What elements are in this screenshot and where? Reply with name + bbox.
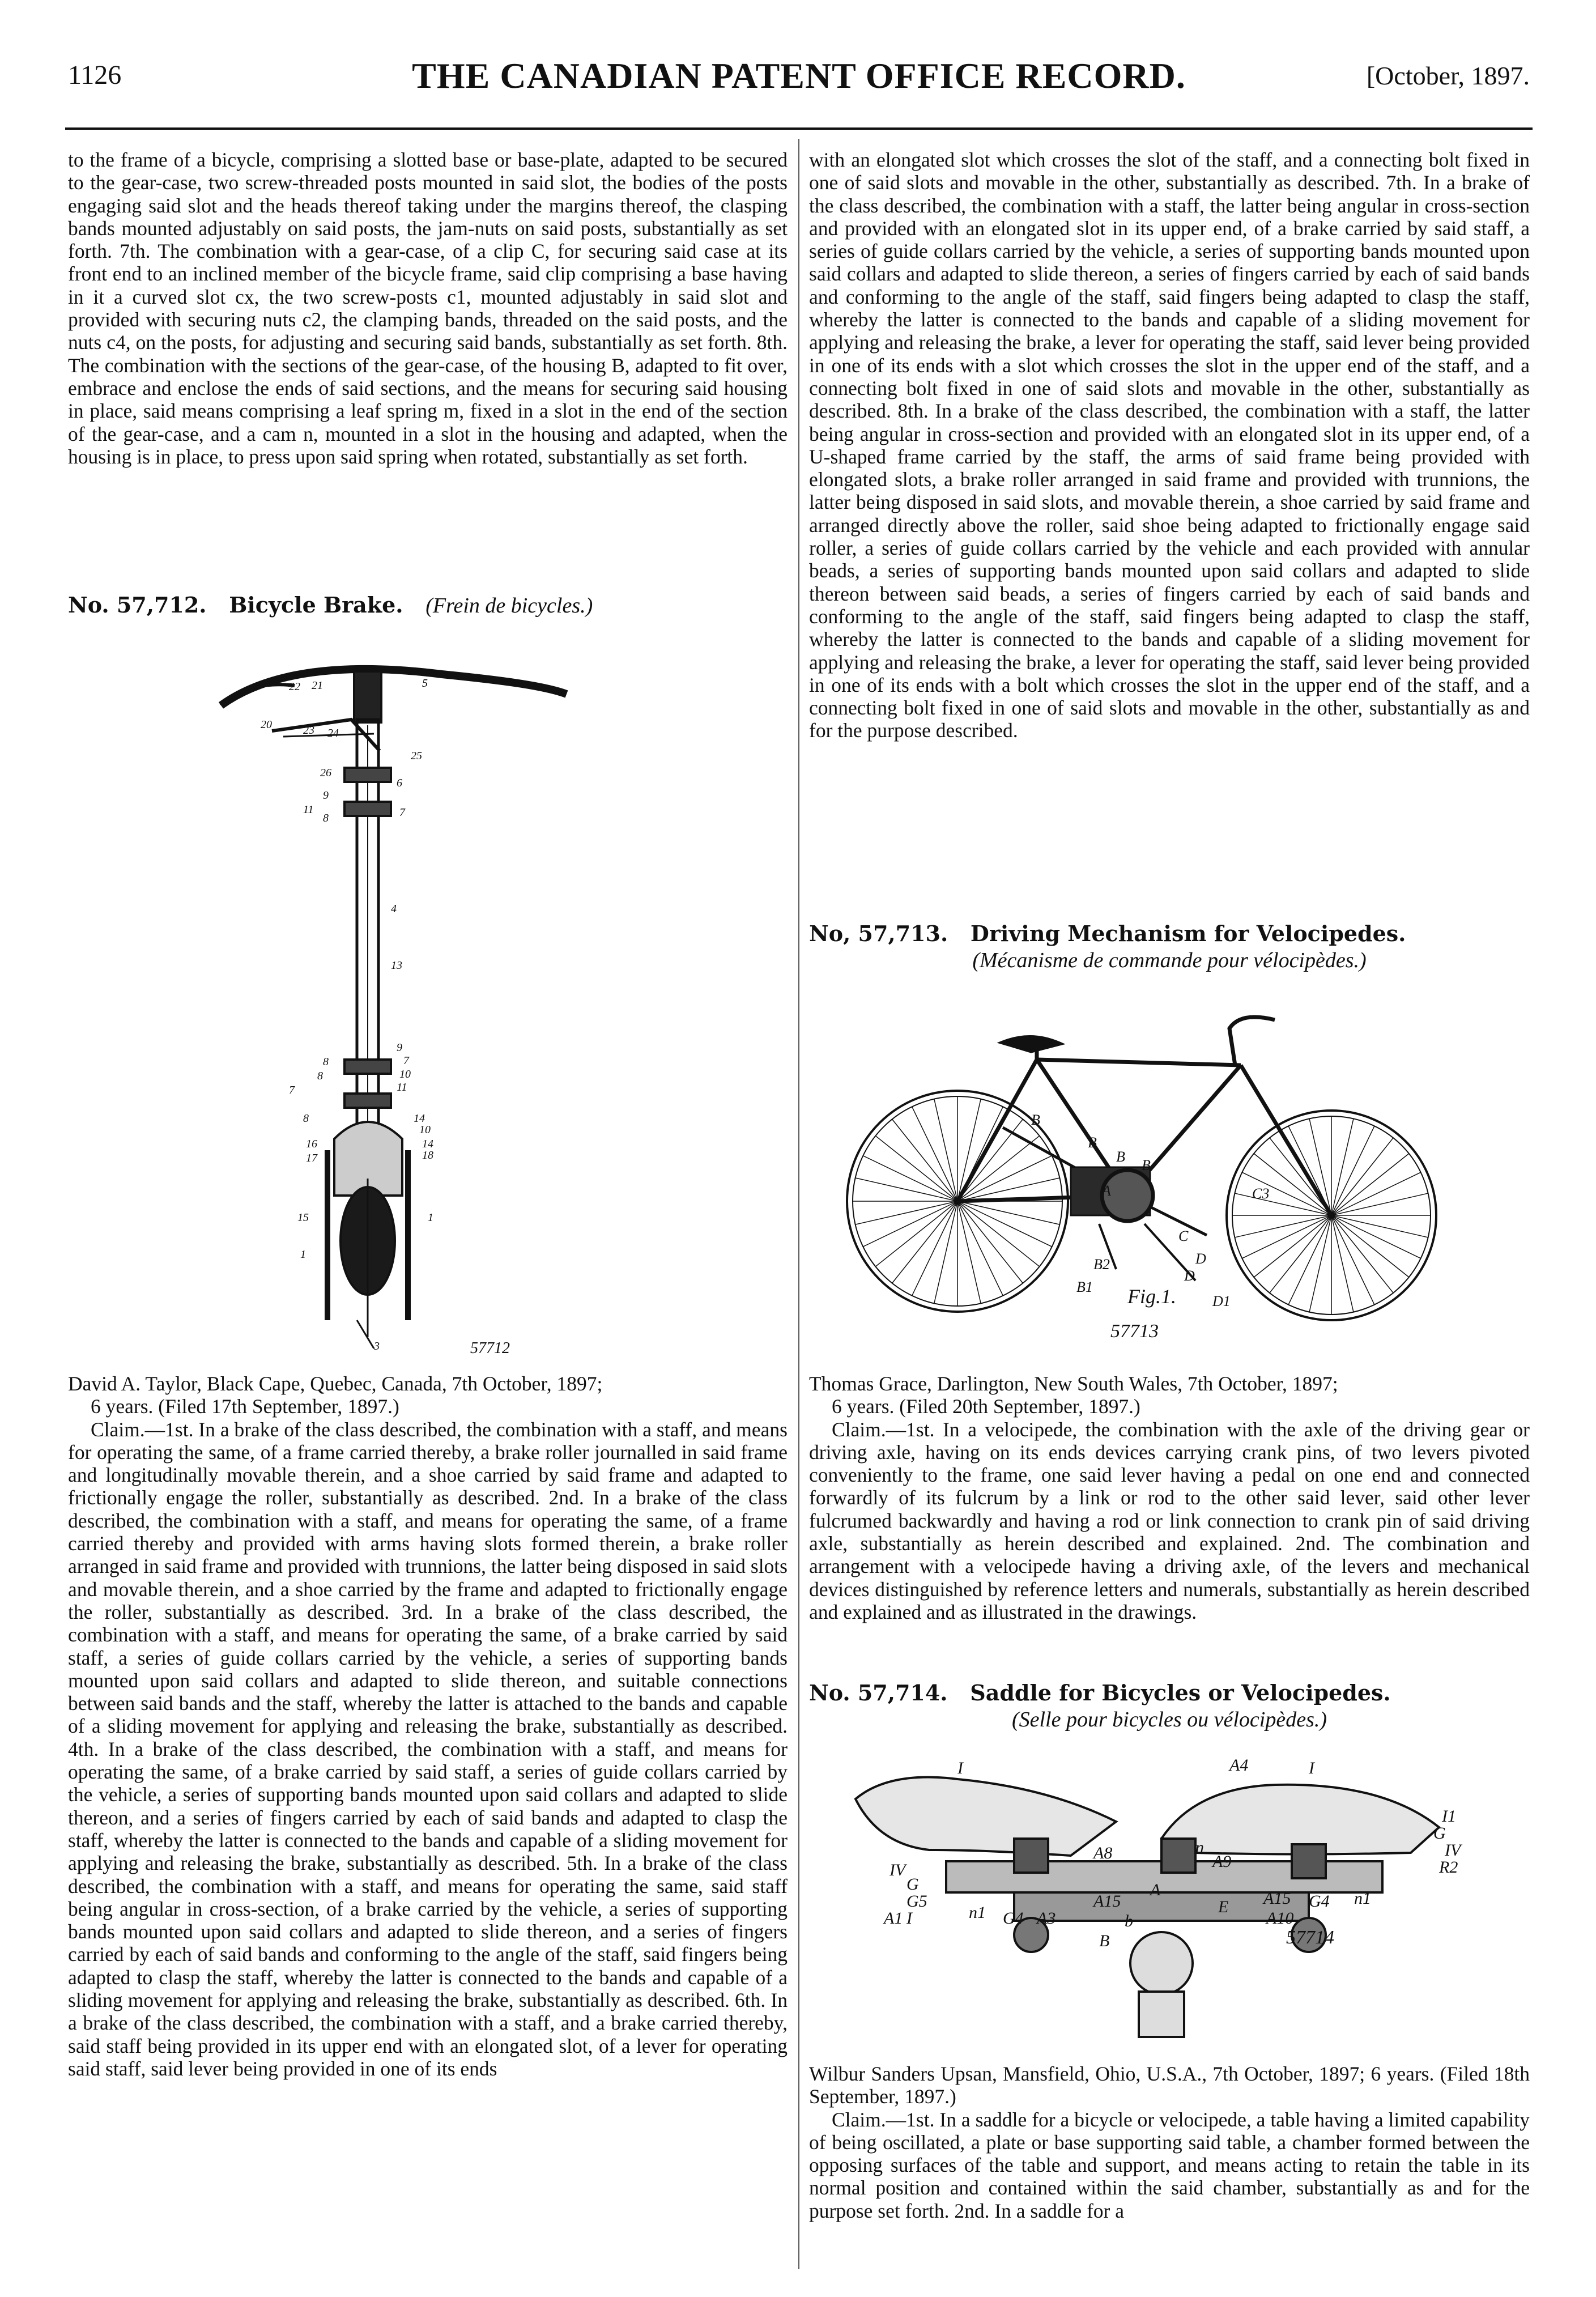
fig-label: 22 — [289, 680, 300, 693]
patent-number: No, 57,713. — [809, 921, 948, 946]
wheel-spoke — [863, 1201, 957, 1247]
fig-label: 17 — [306, 1152, 317, 1164]
figure-number: 57713 — [1110, 1321, 1159, 1342]
fig-label: 14 — [422, 1138, 433, 1150]
fig-label: 15 — [297, 1211, 309, 1224]
fig-label: 7 — [403, 1054, 409, 1067]
header-rule — [65, 127, 1533, 130]
fig-label: R2 — [1439, 1858, 1458, 1877]
fig-label: 16 — [306, 1138, 317, 1150]
fig-label: B — [1031, 1112, 1040, 1128]
fig-label: 11 — [397, 1081, 407, 1094]
fig-label: A — [1150, 1881, 1161, 1899]
fig-label: IV — [1445, 1841, 1461, 1860]
patent-french-title: (Mécanisme de commande pour vélocipèdes.) — [972, 948, 1367, 972]
page-header — [68, 56, 1530, 105]
issue-date: [October, 1897. — [1366, 61, 1530, 90]
publication-title: THE CANADIAN PATENT OFFICE RECORD. — [412, 56, 1186, 96]
right-continued-text — [809, 148, 1530, 742]
fig-label: I1 — [1442, 1807, 1456, 1826]
patent-french-title: (Frein de bicycles.) — [425, 594, 593, 618]
inventor-line: David A. Taylor, Black Cape, Quebec, Canada, 7th October, 1897; — [68, 1372, 603, 1395]
fig-label: 9 — [323, 789, 329, 802]
wheel-spoke — [957, 1201, 1003, 1296]
saddle-figure — [844, 1754, 1496, 2051]
fig-label: A10 — [1266, 1909, 1294, 1928]
fig-label: 8 — [323, 812, 329, 824]
patent-57714-heading — [809, 1680, 1530, 1733]
wheel-spoke — [1331, 1215, 1421, 1258]
fig-label: 8 — [317, 1070, 323, 1082]
left-continued-text — [68, 148, 788, 468]
fig-label: I — [1309, 1759, 1314, 1777]
fig-label: 10 — [419, 1124, 431, 1136]
fig-label: B — [1116, 1148, 1125, 1165]
wheel-spoke — [1331, 1215, 1374, 1305]
figure-number: 57714 — [1286, 1927, 1334, 1948]
fig-label: 26 — [320, 767, 331, 779]
fig-label: 18 — [422, 1149, 433, 1162]
fig-label: 20 — [261, 718, 272, 731]
fig-label: D1 — [1212, 1293, 1231, 1309]
fig-label: G5 — [906, 1892, 927, 1911]
fig-label: 5 — [422, 677, 428, 690]
fig-label: 8 — [323, 1056, 329, 1068]
fig-label: 7 — [289, 1084, 295, 1096]
fig-label: 23 — [303, 724, 314, 737]
velocipede-figure — [844, 997, 1496, 1349]
continued-claims-text: with an elongated slot which crosses the slot of the staff, and a connecting bolt fixed in one of said slots and movable in the other, substantially as described. 7th. In a brake of the class described, the combination with a staff, the latter being angular in cross-section and provided with an elongated slot in its upper end, of a brake carried by said staff, a series of guide collars carried by the vehicle, a series of supporting bands mounted upon said collars and adapted to slide thereon, a series of fingers carried by each of said bands and conforming to the angle of the staff, said fingers being adapted to clasp the staff, whereby the latter is connected to the bands and capable of a sliding movement for applying and releasing the brake, a lever for operating the staff, said lever being provided in one of its ends with a slot which crosses the slot in the upper end of the staff, and a connecting bolt fixed in one of said slots and movable in the other, substantially as described. 8th. In a brake of the class described, the combination with a staff, the latter being angular in cross-section and provided with an elongated slot in its upper end, of a U-shaped frame carried by the staff, the arms of said frame being provided with elongated slots, a brake roller arranged in said frame and provided with trunnions, the latter being disposed in said slots, and movable therein, a shoe carried by said frame and arranged directly above the roller, said shoe being adapted to frictionally engage said roller, a series of guide collars carried by the vehicle and each provided with annular beads, a series of supporting bands mounted upon said collars and adapted to slide thereon between said beads, a series of fingers carried by each of said bands and conforming to the angle of the staff, said fingers being adapted to clasp the staff, whereby the latter is connected to the bands and capable of a sliding movement for applying and releasing the brake, a lever for operating the staff, said lever being provided in one of its ends with a bolt which crosses the slot in the upper end of the staff, and a connecting bolt fixed in one of said slots and movable in the other, substantially as and for the purpose described. — [809, 148, 1530, 742]
fig-label: A3 — [1037, 1909, 1056, 1928]
column-divider — [798, 139, 799, 2269]
fig-label: 21 — [312, 679, 323, 692]
fig-label: 1 — [428, 1211, 433, 1224]
fig-label: 9 — [397, 1041, 402, 1054]
fig-label: 3 — [374, 1340, 380, 1352]
filed-line: 6 years. (Filed 17th September, 1897.) — [91, 1395, 399, 1418]
fig-label: 1 — [300, 1248, 306, 1261]
patent-number: No. 57,712. — [68, 592, 207, 618]
fig-label: B — [1099, 1932, 1110, 1950]
inventor-line: Thomas Grace, Darlington, New South Wales, 7th October, 1897; — [809, 1372, 1338, 1395]
fig-label: IV — [889, 1861, 906, 1879]
fig-label: A4 — [1229, 1756, 1249, 1775]
fig-label: D — [1195, 1250, 1206, 1267]
fig-label: 8 — [303, 1112, 309, 1125]
fig-label: B1 — [1076, 1279, 1093, 1295]
wheel-spoke — [1331, 1126, 1374, 1215]
fig-label: C3 — [1252, 1185, 1270, 1202]
fig-label: n1 — [1354, 1889, 1371, 1908]
fig-label: A1 — [884, 1909, 903, 1928]
fig-label: A9 — [1212, 1852, 1232, 1871]
wheel-spoke — [1242, 1215, 1331, 1258]
fig-label: 24 — [327, 727, 339, 739]
patent-title: Driving Mechanism for Velocipedes. — [970, 921, 1406, 946]
figure-number: 57712 — [470, 1339, 510, 1357]
fig-label: 14 — [414, 1112, 425, 1125]
fig-label: G4 — [1003, 1909, 1024, 1928]
fig-label: D — [1184, 1267, 1195, 1284]
fig-label: 4 — [391, 903, 397, 915]
wheel-spoke — [912, 1107, 957, 1201]
fig-label: 10 — [399, 1068, 411, 1081]
continued-claims-text: to the frame of a bicycle, comprising a slotted base or base-plate, adapted to be secured to the gear-case, two screw-threaded posts mounted in said slot, the bodies of the posts engaging said slot and the heads thereof taking under the margins thereof, the clasping bands mounted adjustably on said posts, the jam-nuts on said posts, substantially as set forth. 7th. The combination with a gear-case, of a clip C, for securing said case at its front end to an inclined member of the bicycle frame, said clip comprising a base having in it a curved slot cx, the two screw-posts c1, mounted adjustably in said slot and provided with securing nuts c2, the clamping bands, threaded on the said posts, and the nuts c4, on the posts, for adjusting and securing said bands, substantially as set forth. 8th. The combination with the sections of the gear-case, of the housing B, adapted to fit over, embrace and enclose the ends of said sections, and the means for securing said housing in place, said means comprising a leaf spring m, fixed in a slot in the end of the section of the gear-case, and a cam n, mounted in a slot in the housing and adapted, when the housing is in place, to press upon said spring when rotated, substantially as set forth. — [68, 148, 788, 468]
patent-57713-body — [809, 1372, 1530, 1623]
fig-label: b — [1125, 1912, 1133, 1930]
wheel-spoke — [957, 1201, 1052, 1247]
fig-label: C — [1178, 1228, 1189, 1244]
fig-label: B2 — [1093, 1256, 1110, 1273]
patent-number: No. 57,714. — [809, 1680, 948, 1705]
fig-label: 25 — [411, 750, 422, 762]
fig-label: 6 — [397, 777, 402, 789]
patent-title: Saddle for Bicycles or Velocipedes. — [970, 1680, 1391, 1705]
fig-label: I — [906, 1909, 912, 1928]
fig-label: B — [1142, 1157, 1151, 1173]
fig-label: G4 — [1309, 1892, 1330, 1911]
fig-label: A15 — [1093, 1892, 1121, 1911]
fig-label: G — [906, 1875, 919, 1894]
fig-label: A — [1102, 1182, 1111, 1199]
patent-title: Bicycle Brake. — [229, 592, 403, 618]
fig-label: n1 — [969, 1903, 986, 1922]
fig-label: 7 — [399, 806, 405, 819]
fig-label: 13 — [391, 959, 402, 972]
wheel-spoke — [1288, 1215, 1331, 1305]
patent-57712-heading — [68, 592, 788, 619]
fig-label: E — [1218, 1898, 1229, 1916]
claim-text: Claim.—1st. In a velocipede, the combination with the axle of the driving gear or driving axle, having on its ends devices carrying crank pins, of two levers pivoted conveniently to the frame, one said lever having a pedal on one end and connected forwardly of its fulcrum by a link or rod to the other said lever, said other lever fulcrumed backwardly and having a rod or link connection to crank pin of said driving axle, substantially as herein described and explained. 2nd. The combination and arrangement with a velocipede having a driving axle, of the levers and mechanical devices distinguished by reference letters and numerals, substantially as herein described and explained and as illustrated in the drawings. — [809, 1418, 1530, 1623]
fig-label: I — [957, 1759, 963, 1777]
fig-label: B — [1088, 1134, 1097, 1151]
patent-57714-body — [809, 2062, 1530, 2222]
patent-french-title: (Selle pour bicycles ou vélocipèdes.) — [1011, 1708, 1327, 1732]
fig-label: G — [1433, 1824, 1446, 1843]
inventor-line: Wilbur Sanders Upsan, Mansfield, Ohio, U.S.A., 7th October, 1897; 6 years. (Filed 18th September, 1897.) — [809, 2062, 1530, 2108]
wheel-spoke — [1331, 1172, 1421, 1215]
claim-text: Claim.—1st. In a saddle for a bicycle or velocipede, a table having a limited capability of being oscillated, a plate or base supporting said table, a chamber formed between the opposing surfaces of the table and support, and means acting to retain the table in its normal position and contained within the said chamber, substantially as and for the purpose set forth. 2nd. In a saddle for a — [809, 2108, 1530, 2222]
patent-57712-body — [68, 1372, 788, 2080]
fig-label: 11 — [303, 803, 314, 816]
wheel-spoke — [912, 1201, 957, 1296]
fig-label: A8 — [1093, 1844, 1113, 1862]
claim-text: Claim.—1st. In a brake of the class described, the combination with a staff, and means for operating the same, of a frame carried thereby, a brake roller journalled in said frame and longitudinally movable therein, and a shoe carried by said frame and adapted to frictionally engage the roller, substantially as described. 2nd. In a brake of the class described, the combination with a staff, and means for operating the same, of a frame carried thereby and provided with arms having slots formed therein, a brake roller arranged in said frame and provided with trunnions, the latter being disposed in said slots and movable therein, and a shoe carried by the frame and adapted to frictionally engage the roller, substantially as described. 3rd. In a brake of the class described, the combination with a staff, and means for operating the same, of a brake carried by said staff, a series of guide collars carried by the vehicle, a series of supporting bands mounted upon said collars and adapted to slide thereon, and suitable connections between said bands and the staff, whereby the latter is attached to the bands and capable of a sliding movement for applying and releasing the brake, substantially as described. 4th. In a brake of the class described, the combination with a staff, and means for operating the same, of a brake carried by said staff, a series of guide collars carried by the vehicle, a series of supporting bands mounted upon said collars and adapted to slide thereon, and a series of fingers carried by each of said bands and adapted to clasp the staff, whereby the latter is connected to the bands and capable of a sliding movement for applying and releasing the brake, substantially as described. 5th. In a brake of the class described, the combination with a staff, and means for operating the same, said staff being angular in cross-section, of a brake carried by the vehicle, a series of supporting bands mounted upon said collars and adapted to slide thereon, and a series of fingers carried by each of said bands and conforming to the angle of the staff, said fingers being adapted to clasp the staff, whereby the latter is connected to the bands and capable of a sliding movement for applying and releasing the brake, substantially as described. 6th. In a brake of the class described, the combination with a staff, and a brake carried thereby, said staff being provided in its upper end with an elongated slot, of a lever for operating said staff, said lever being provided in one of its ends — [68, 1418, 788, 2080]
fig-label: n — [1195, 1838, 1204, 1857]
page-number: 1126 — [68, 60, 122, 90]
wheel-spoke — [863, 1156, 957, 1201]
filed-line: 6 years. (Filed 20th September, 1897.) — [832, 1395, 1140, 1418]
figure-caption: Fig.1. — [1127, 1285, 1176, 1308]
patent-57713-heading — [809, 921, 1530, 973]
bicycle-brake-figure — [204, 652, 612, 1360]
fig-label: A15 — [1263, 1889, 1291, 1908]
